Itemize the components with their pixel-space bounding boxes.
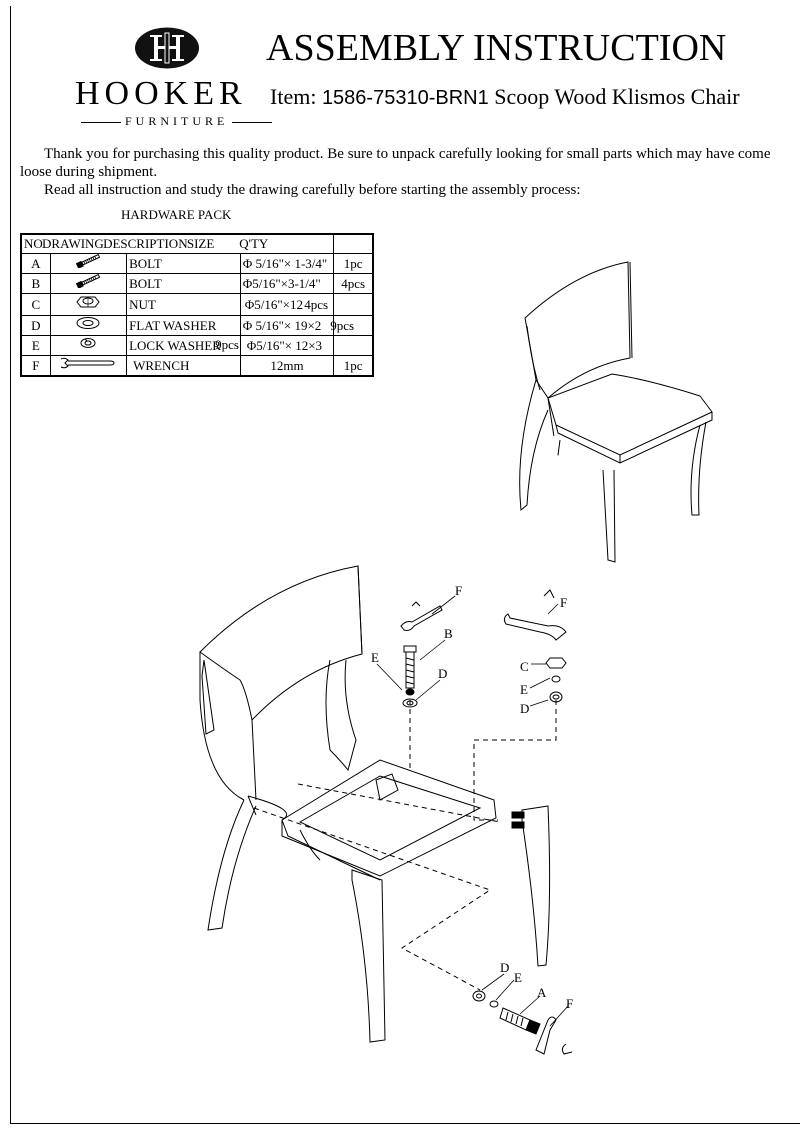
exploded-chair-back bbox=[200, 566, 362, 930]
label-d-bottom: D bbox=[500, 960, 510, 975]
row-qty: 9pcs bbox=[328, 316, 367, 336]
header-cells: NO DRAWING DESCRIPTION SIZE bbox=[21, 234, 334, 254]
row-size: Φ5/16"× 12×3 bbox=[244, 336, 338, 356]
assembly-guide-lines bbox=[254, 700, 556, 990]
front-leg bbox=[512, 806, 550, 966]
label-e-left: E bbox=[371, 650, 379, 665]
row-description: NUT bbox=[127, 294, 241, 316]
row-size: 12mm bbox=[240, 356, 334, 377]
row-description: FLAT WASHER bbox=[127, 316, 241, 336]
diagram-labels bbox=[371, 583, 573, 1011]
intro-paragraph-1: Thank you for purchasing this quality product. Be sure to unpack carefully looking for small parts which may have come loose during shipment. bbox=[20, 146, 771, 180]
assembled-chair-illustration bbox=[520, 262, 712, 562]
row-description: BOLT bbox=[127, 254, 241, 274]
row-no: A bbox=[21, 254, 50, 274]
row-qty: 1pc bbox=[334, 254, 373, 274]
label-a: A bbox=[537, 985, 547, 1000]
row-qty: 9pcs bbox=[215, 337, 239, 352]
row-qty: 1pc bbox=[334, 356, 373, 377]
hardware-upper-left bbox=[401, 602, 442, 707]
item-prefix: Item: bbox=[270, 84, 317, 109]
label-b: B bbox=[444, 626, 453, 641]
label-e-right: E bbox=[520, 682, 528, 697]
label-d-left: D bbox=[438, 666, 448, 681]
brand-name: HOOKER bbox=[75, 75, 247, 112]
exploded-seat-frame bbox=[248, 760, 496, 1042]
hardware-pack-title: HARDWARE PACK bbox=[121, 207, 232, 222]
label-f-right: F bbox=[560, 595, 568, 610]
row-no: E bbox=[21, 336, 50, 356]
row-no: D bbox=[21, 316, 50, 336]
intro-paragraph-2: Read all instruction and study the drawing carefully before starting the assembly process: bbox=[44, 182, 581, 198]
brand-subtitle: FURNITURE bbox=[77, 114, 276, 128]
page-title: ASSEMBLY INSTRUCTION bbox=[266, 27, 727, 69]
row-size: Φ 5/16"× 19×2 bbox=[240, 316, 334, 336]
item-number: 1586-75310-BRN1 bbox=[321, 87, 489, 109]
row-description: WRENCH bbox=[127, 356, 241, 377]
label-c: C bbox=[520, 659, 529, 674]
row-size: Φ 5/16"× 1-3/4" bbox=[240, 254, 334, 274]
item-name: Scoop Wood Klismos Chair bbox=[494, 84, 740, 109]
header-qty: Q'TY bbox=[334, 234, 373, 254]
hardware-bottom bbox=[473, 991, 572, 1054]
label-e-bottom: E bbox=[514, 970, 522, 985]
row-no: B bbox=[21, 274, 50, 294]
row-no: C bbox=[21, 294, 50, 316]
label-f-bottom: F bbox=[566, 996, 574, 1011]
label-f-top: F bbox=[455, 583, 463, 598]
row-size: Φ5/16"×12 4pcs bbox=[240, 294, 334, 316]
row-no: F bbox=[21, 356, 50, 377]
row-qty: 4pcs bbox=[334, 274, 373, 294]
row-description: BOLT bbox=[127, 274, 241, 294]
row-size: Φ5/16"×3-1/4" bbox=[240, 274, 334, 294]
label-d-right: D bbox=[520, 701, 530, 716]
row-description: LOCK WASHER 9pcs bbox=[127, 336, 241, 356]
